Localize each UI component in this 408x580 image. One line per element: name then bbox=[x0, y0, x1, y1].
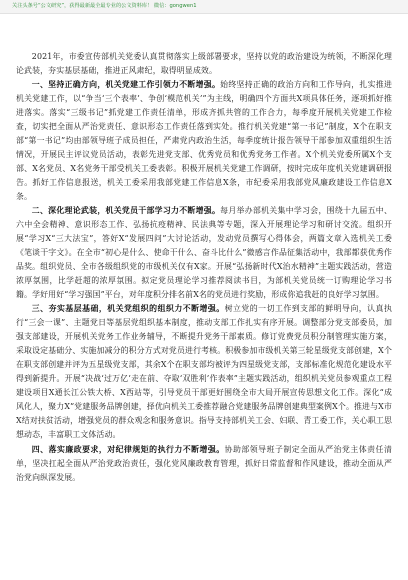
paragraph-section-1 bbox=[16, 78, 392, 204]
section-heading: 三、夯实基层基础，机关党组织的组织力不断增强。 bbox=[31, 304, 225, 313]
paragraph-text: 树立党的一切工作到支部的鲜明导向，认真执行“三会一课”、主题党日等基层党组织基本制度，推动支部工作扎实有序开展。调整部分党支部委员，加强支部建设，开展机关党务工作业务辅导，不断提升党务干部素质。修订党费党员积分制管理实施方案，采取设定基础分、实施加减分的积分方式对党员进行考核。积极参加市级机关第三轮星级党支部创建，X个在职支部创建并评为五星级党支部，其余X个在职支部均被评为四星级党支部，支部标准化规范化建设水平得到新提升。开展“决战‘过万亿’走在前、夺取‘双胜利’作表率”主题实践活动，组织机关党员参观重点工程建设项目X通长江公铁大桥、X西站等，引导党员干部更好围绕全市大局开展宣传思想文化工作。深化“成风化人，聚力X”党建服务品牌创建，择优向机关工委推荐融合党建服务品牌创建典型案例X个。推进与X市X结对扶贫活动，增强党员的群众观念和服务意识。指导支持部机关工会、妇联、青工委工作，关心职工思想动态，丰富职工文体活动。 bbox=[16, 304, 392, 439]
paragraph-text: 2021年，市委宣传部机关党委认真贯彻落实上级部署要求，坚持以党的政治建设为统领，不断深化理论武装，夯实基层基础，推进正风肃纪，取得明显成效。 bbox=[16, 52, 392, 75]
header-banner bbox=[0, 0, 408, 14]
banner-text: 关注头条号“公文研究”，获得最新最全最专业的公文资料库！ 微信：gongwen1 bbox=[12, 3, 197, 9]
paragraph-section-2 bbox=[16, 204, 392, 302]
paragraph-text: 每月举办部机关集中学习会，围绕十九届五中、六中全会精神、意识形态工作、弘扬抗疫精神、民法典等专题，深入开展理论学习和研讨交流。组织开展“学习X“三大法宝”，答好X“发展四问”大讨论活动，发动党员撰写心得体会，两篇文章入选机关工委《笔谈干字文》。在全市“初心是什么、使命干什么、奋斗比什么”微感言作品征集活动中，我部都获优秀作品奖。组织党员、全市各级组织党的市级机关仅有X家。开展“弘扬新时代X治水精神”主题实践活动，营造浓厚氛围，比学赶超的浓厚氛围。拟定党员理论学习推荐阅读书目，为部机关党员统一订购理论学习书籍。学好用好“学习强国”平台，对年度积分排名前X名的党员进行奖励，形成你追我赶的良好学习氛围。 bbox=[16, 206, 392, 299]
paragraph-text: 协助部领导班子制定全面从严治党主体责任清单，坚决扛起全面从严治党政治责任，强化党风廉政教育管理，抓好日常监督和作风建设，推动全面从严治党向纵深发展。 bbox=[16, 445, 392, 482]
section-heading: 二、深化理论武装，机关党员干部学习力不断增强。 bbox=[31, 206, 221, 215]
document-page bbox=[16, 50, 392, 570]
section-heading: 四、落实廉政要求，对纪律规矩的执行力不断增强。 bbox=[31, 445, 225, 454]
paragraph-section-4 bbox=[16, 443, 392, 485]
section-heading: 一、坚持正确方向，机关党建工作引领力不断增强。 bbox=[31, 80, 221, 89]
paragraph-section-3 bbox=[16, 302, 392, 442]
paragraph-text: 始终坚持正确的政治方向和工作导向，扎实推进机关党建工作，以“争当‘三个表率’、争创‘模范机关’”为主线，明确四个方面共X项具体任务，逐项抓好推进落实。落实“三级书记”抓党建工作责任清单，形成齐抓共管的工作合力，每季度开展机关党建工作检查，切实把全面从严治党责任、意识形态工作责任落到实处。推行机关党建“第一书记”制度，X个在职支部“第一书记”均由部领导班子成员担任，严肃党内政治生活，每季度统计报告领导干部参加双重组织生活情况，开展民主评议党员活动，表彰先进党支部、优秀党员和优秀党务工作者。X个机关党委所属X个支部、X名党员、X名党务干部受机关工委表彰。积极开展机关党建工作调研，按时完成年度机关党建调研报告。抓好工作信息报送，机关工委采用我部党建工作信息X条，市纪委采用我部党风廉政建设工作信息X条。 bbox=[16, 80, 392, 201]
paragraph-intro bbox=[16, 50, 392, 78]
